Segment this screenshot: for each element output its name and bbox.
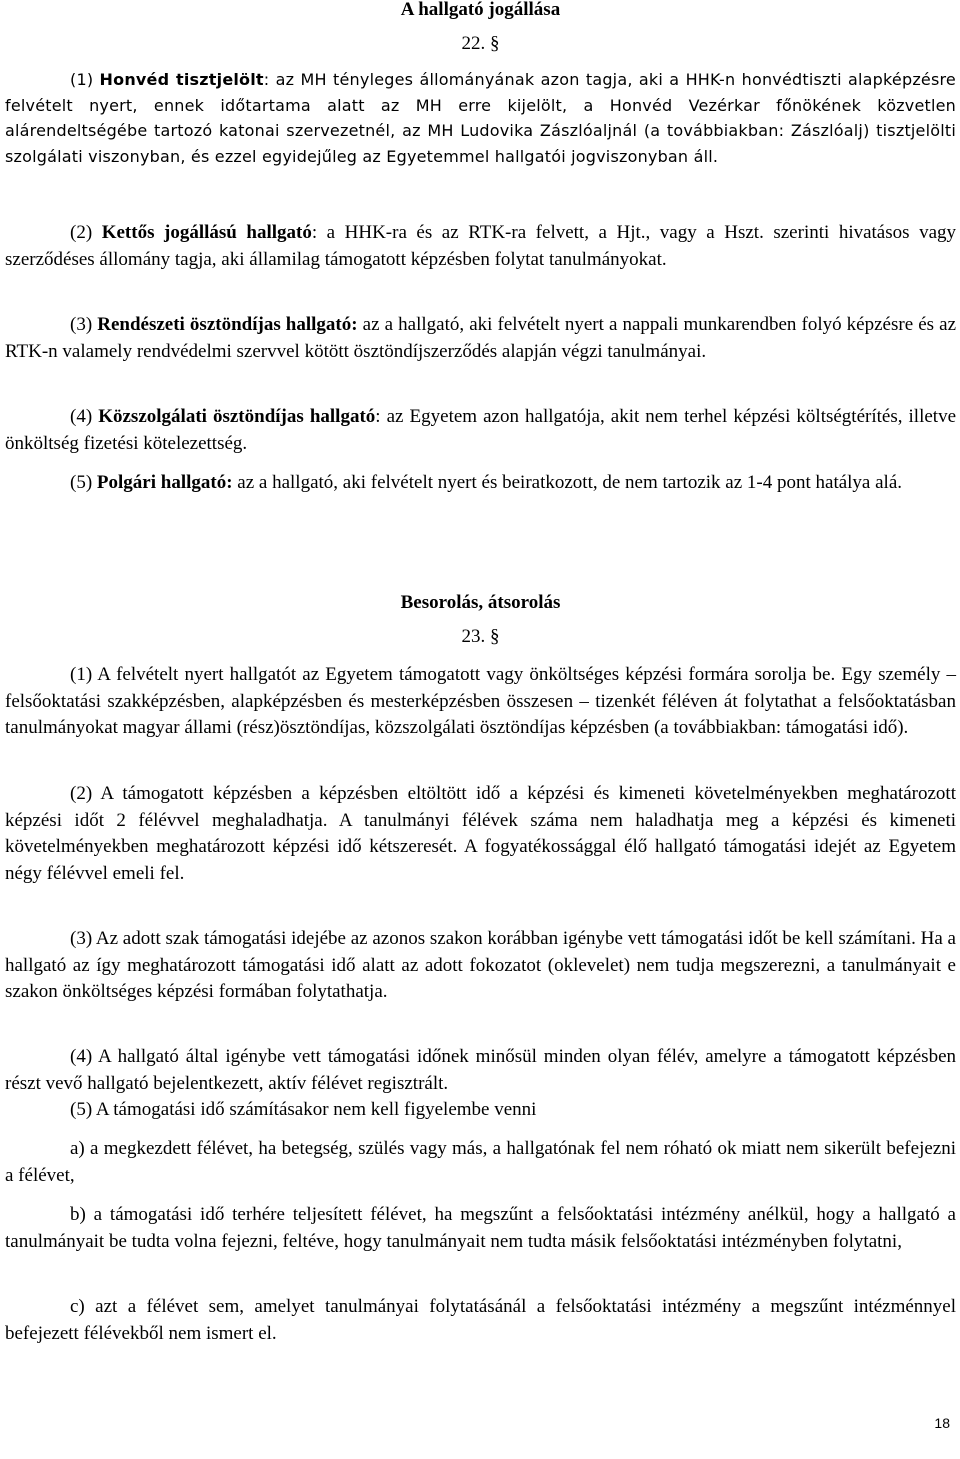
paragraph-22-3 [5, 312, 956, 365]
paragraph-22-4 [5, 404, 956, 457]
term-kettos-jogallasu: Kettős jogállású hallgató [101, 222, 312, 243]
paragraph-22-1 [5, 67, 956, 169]
paragraph-text: : a HHK-ra és az RTK-ra felvett, a Hjt., vagy a Hszt. szerinti hivatásos vagy szerződéses állomány tagja, aki államilag támogatott képzésben folytat tanulmányokat. [5, 222, 957, 270]
term-rendeszeti: Rendészeti ösztöndíjas hallgató: [97, 314, 358, 335]
section-number-23: 23. § [461, 626, 500, 647]
paragraph-22-5 [5, 470, 956, 497]
paragraph-22-2 [5, 220, 956, 273]
paragraph-text: az a hallgató, aki felvételt nyert és beiratkozott, de nem tartozik az 1-4 pont hatálya alá. [232, 472, 903, 493]
paragraph-23-3: (3) Az adott szak támogatási idejébe az azonos szakon korábban igénybe vett támogatási időt be kell számítani. Ha a hallgató az így meghatározott támogatási idő alatt az adott fokozatot (oklevelet) nem tudja megszerezni, a tanulmányait e szakon önköltséges képzési formában folytathatja. [5, 928, 956, 1002]
list-item-b: b) a támogatási idő terhére teljesített félévet, ha megszűnt a felsőoktatási intézmény anélkül, hogy a hallgató a tanulmányait be tudta volna fejezni, feltéve, hogy tanulmányait nem tudta másik felsőoktatási intézményben folytatni, [5, 1204, 956, 1252]
paragraph-number: (4) [70, 406, 99, 427]
term-honved-tisztjelolt: Honvéd tisztjelölt [99, 70, 264, 89]
paragraph-text: : az Egyetem azon hallgatója, akit nem terhel képzési költségtérítés, illetve önköltség fizetési kötelezettség. [5, 406, 957, 454]
term-kozszolgalati: Közszolgálati ösztöndíjas hallgató [98, 406, 376, 427]
paragraph-23-2: (2) A támogatott képzésben a képzésben eltöltött idő a képzési és kimeneti követelményekben meghatározott képzési időt 2 félévvel meghaladhatja. A tanulmányi félévek száma nem haladhatja meg a képzési és kimeneti követelményekben meghatározott képzési idő kétszeresét. A fogyatékossággal élő hallgató támogatási idejét az Egyetem négy félévvel emeli fel. [5, 783, 956, 884]
paragraph-text: : az MH tényleges állományának azon tagja, aki a HHK-n honvédtiszti alapképzésre felvételt nyert, ennek időtartama alatt az MH erre kijelölt, a Honvéd Vezérkar főnökének közvetlen alárendeltségébe tartozó katonai szervezetnél, az MH Ludovika Zászlóaljnál (a továbbiakban: Zászlóalj) tisztjelölti szolgálati viszonyban, és ezzel egyidejűleg az Egyetemmel hallgatói jogviszonyban áll. [5, 70, 956, 166]
list-item-c: c) azt a félévet sem, amelyet tanulmányai folytatásánál a felsőoktatási intézmény a megszűnt intézménnyel befejezett félévekből nem ismert el. [5, 1296, 956, 1344]
section-number-22: 22. § [461, 33, 500, 54]
paragraph-number: (5) [70, 472, 97, 493]
section-heading-23: Besorolás, átsorolás [400, 592, 561, 613]
section-heading-22: A hallgató jogállása [400, 0, 561, 20]
term-polgari: Polgári hallgató: [96, 472, 233, 493]
paragraph-23-5: (5) A támogatási idő számításakor nem kell figyelembe venni [70, 1099, 537, 1120]
paragraph-text: az a hallgató, aki felvételt nyert a nappali munkarendben folyó képzésre és az RTK-n valamely rendvédelmi szervvel kötött ösztöndíjszerződés alapján végzi tanulmányai. [5, 314, 957, 362]
list-item-a: a) a megkezdett félévet, ha betegség, szülés vagy más, a hallgatónak fel nem róható ok miatt nem sikerült befejezni a félévet, [5, 1138, 956, 1186]
paragraph-number: (2) [70, 222, 102, 243]
paragraph-23-1: (1) A felvételt nyert hallgatót az Egyetem támogatott vagy önköltséges képzési formára sorolja be. Egy személy – felsőoktatási szakképzésben, alapképzésben és mesterképzésben összesen – tizenkét féléven át folytathat a felsőoktatásban tanulmányokat magyar állami (rész)ösztöndíjas, közszolgálati ösztöndíjas képzésben (a továbbiakban: támogatási idő). [5, 664, 956, 738]
paragraph-number: (3) [70, 314, 98, 335]
page-number: 18 [934, 1415, 950, 1431]
paragraph-23-4: (4) A hallgató által igénybe vett támogatási időnek minősül minden olyan félév, amelyre a támogatott képzésben részt vevő hallgató bejelentkezett, aktív félévet regisztrált. [5, 1046, 956, 1094]
paragraph-number: (1) [70, 70, 100, 89]
